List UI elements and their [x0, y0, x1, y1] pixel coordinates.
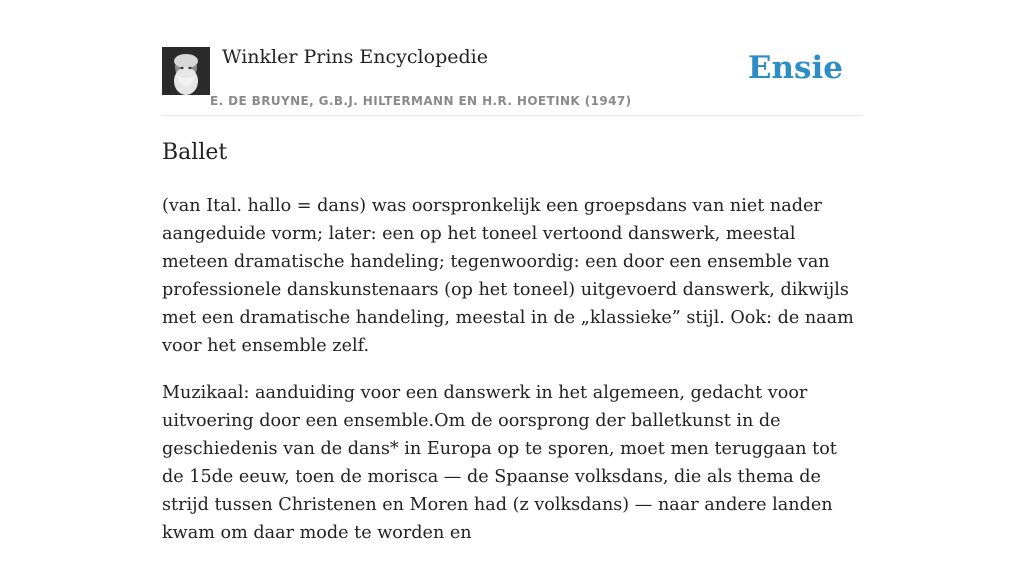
article-paragraph: Muzikaal: aanduiding voor een danswerk in het algemeen, gedacht voor uitvoering door een ensemble.Om de oorsprong der balletkunst in de geschiedenis van de dans* in Europa op te sporen, moet men teruggaan tot de 15de eeuw, toen de morisca — de Spaanse volksdans, die als thema de strijd tussen Christenen en Moren had (z volksdans) — naar andere landen kwam om daar mode te worden en [162, 383, 837, 543]
page-content [162, 0, 862, 543]
source-title[interactable]: Winkler Prins Encyclopedie [222, 46, 488, 68]
source-authors: E. DE BRUYNE, G.B.J. HILTERMANN EN H.R. HOETINK (1947) [210, 94, 632, 108]
article-body [162, 192, 862, 566]
article-title: Ballet [162, 140, 228, 165]
source-header [162, 0, 862, 116]
author-portrait[interactable] [162, 47, 210, 95]
ensie-logo[interactable]: Ensie [747, 50, 843, 86]
article-paragraph: (van Ital. hallo = dans) was oorspronkelijk een groepsdans van niet nader aangeduide vorm; later: een op het toneel vertoond danswerk, meestal meteen dramatische handeling; tegenwoordig: een door een ensemble van professionele danskunstenaars (op het toneel) uitgevoerd danswerk, dikwijls met een dramatische handeling, meestal in de „klassieke” stijl. Ook: de naam voor het ensemble zelf. [162, 196, 854, 356]
portrait-image [162, 47, 210, 95]
